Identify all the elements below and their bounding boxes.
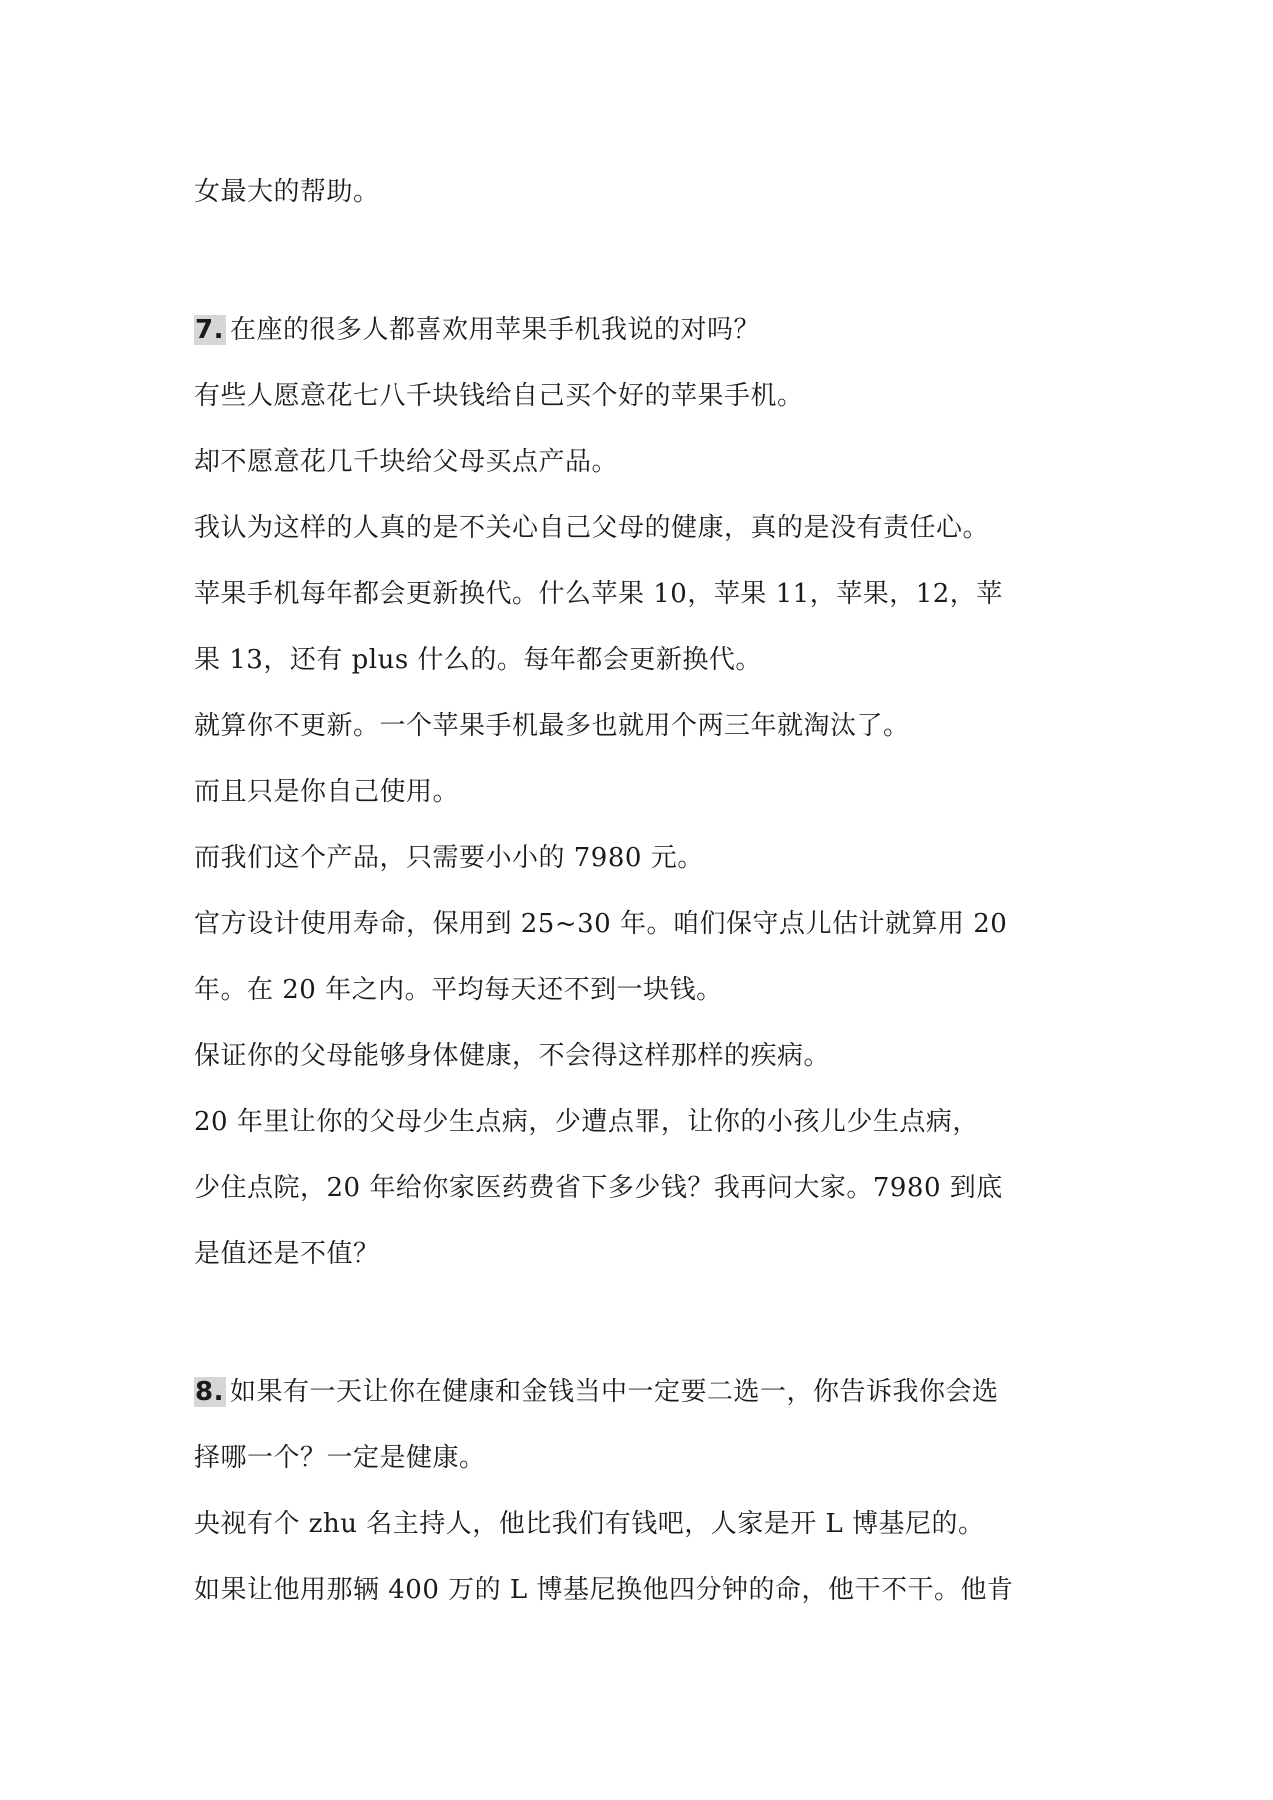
section-8-number: 8. [195,1377,224,1407]
section-7-line: 果 13，还有 plus 什么的。每年都会更新换代。 [194,645,762,675]
section-7-line: 却不愿意花几千块给父母买点产品。 [194,447,619,477]
paragraph-gap [194,225,1094,297]
section-7-line: 而且只是你自己使用。 [194,777,460,807]
intro-line: 女最大的帮助。 [194,177,380,207]
section-7-line: 年。在 20 年之内。平均每天还不到一块钱。 [194,975,723,1005]
section-7-line: 而我们这个产品，只需要小小的 7980 元。 [194,843,704,873]
section-8-title: 如果有一天让你在健康和金钱当中一定要二选一，你告诉我你会选 [229,1377,999,1407]
section-7-line: 苹果手机每年都会更新换代。什么苹果 10，苹果 11，苹果，12，苹 [194,579,1003,609]
document-body [194,159,1094,1623]
section-7-line: 就算你不更新。一个苹果手机最多也就用个两三年就淘汰了。 [194,711,910,741]
paragraph-gap [194,1287,1094,1359]
section-7-line: 少住点院，20 年给你家医药费省下多少钱？我再问大家。7980 到底 [194,1173,1003,1203]
section-7-line: 保证你的父母能够身体健康，不会得这样那样的疾病。 [194,1041,831,1071]
section-8-line: 如果让他用那辆 400 万的 L 博基尼换他四分钟的命，他干不干。他肯 [194,1575,1014,1605]
section-7-number: 7. [195,315,224,345]
section-7-line: 官方设计使用寿命，保用到 25~30 年。咱们保守点儿估计就算用 20 [194,909,1008,939]
section-8-line: 择哪一个？一定是健康。 [194,1443,486,1473]
section-7-heading [194,297,1094,363]
section-8-heading [194,1359,1094,1425]
section-7-line: 有些人愿意花七八千块钱给自己买个好的苹果手机。 [194,381,804,411]
section-7-line: 20 年里让你的父母少生点病，少遭点罪，让你的小孩儿少生点病， [194,1107,979,1137]
section-7-line: 是值还是不值？ [194,1239,380,1269]
section-7-line: 我认为这样的人真的是不关心自己父母的健康，真的是没有责任心。 [194,513,990,543]
section-8-line: 央视有个 zhu 名主持人，他比我们有钱吧，人家是开 L 博基尼的。 [194,1509,985,1539]
section-7-title: 在座的很多人都喜欢用苹果手机我说的对吗？ [229,315,760,345]
